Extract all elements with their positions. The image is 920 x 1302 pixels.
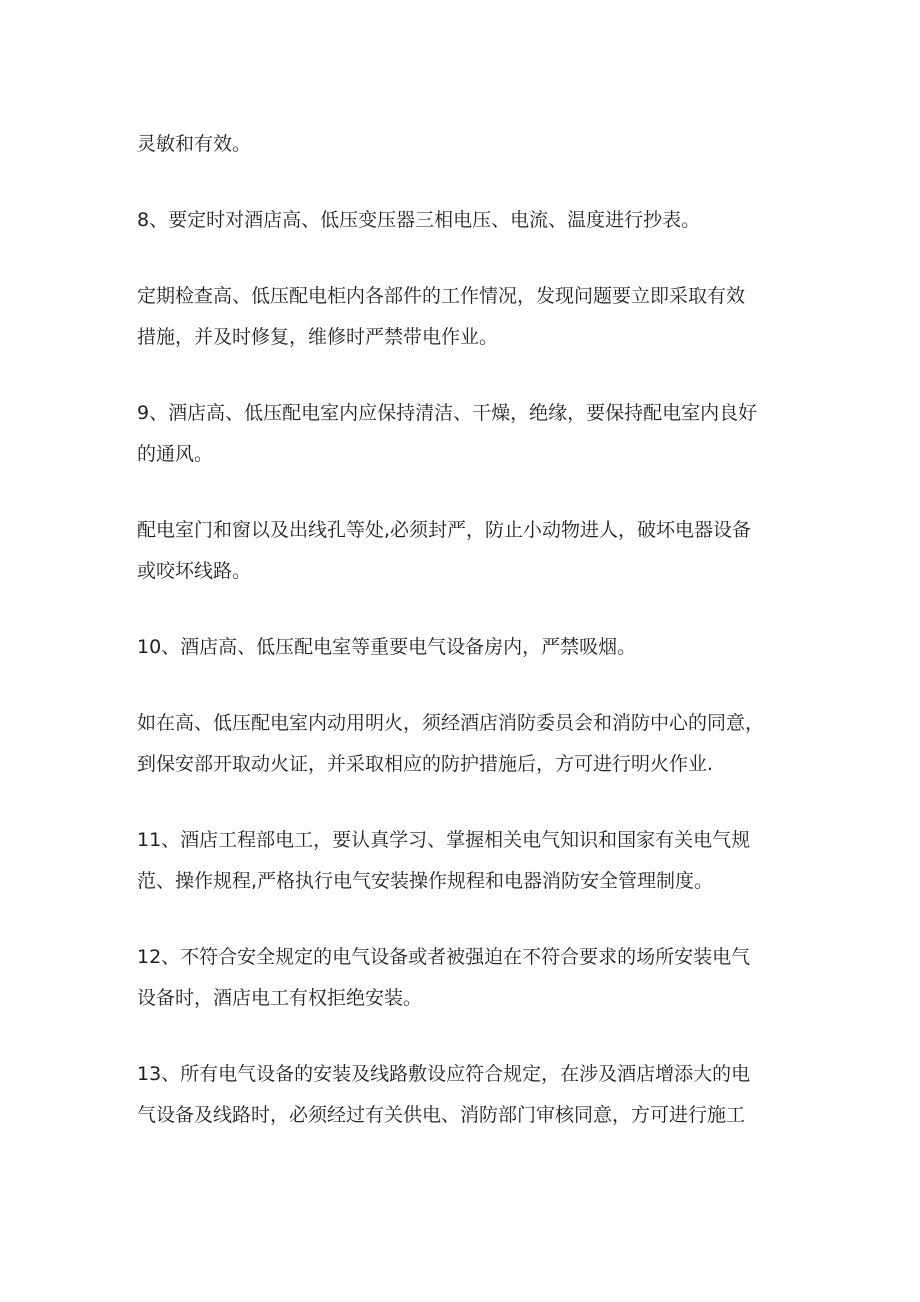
paragraph-5 (137, 510, 797, 592)
paragraph-line: 如在高、低压配电室内动用明火，须经酒店消防委员会和消防中心的同意， (137, 712, 765, 734)
document-body (137, 124, 797, 1136)
paragraph-gap (137, 785, 797, 820)
paragraph-gap (137, 1019, 797, 1054)
paragraph-line: 或咬坏线路。 (137, 560, 252, 582)
paragraph-line: 8、要定时对酒店高、低压变压器三相电压、电流、温度进行抄表。 (137, 209, 701, 231)
paragraph-gap (137, 358, 797, 393)
paragraph-gap (137, 668, 797, 703)
paragraph-2 (137, 200, 797, 241)
paragraph-gap (137, 475, 797, 510)
paragraph-gap (137, 902, 797, 937)
paragraph-9 (137, 937, 797, 1019)
paragraph-line: 13、所有电气设备的安装及线路敷设应符合规定，在涉及酒店增添大的电 (137, 1063, 751, 1085)
paragraph-line: 气设备及线路时，必须经过有关供电、消防部门审核同意，方可进行施工 (137, 1104, 746, 1126)
paragraph-gap (137, 165, 797, 200)
paragraph-7 (137, 703, 797, 785)
paragraph-line: 到保安部开取动火证，并采取相应的防护措施后，方可进行明火作业. (137, 753, 714, 775)
paragraph-4 (137, 393, 797, 475)
paragraph-line: 11、酒店工程部电工，要认真学习、掌握相关电气知识和国家有关电气规 (137, 829, 751, 851)
paragraph-gap (137, 241, 797, 276)
paragraph-line: 设备时，酒店电工有权拒绝安装。 (137, 987, 423, 1009)
paragraph-3 (137, 276, 797, 358)
paragraph-line: 的通风。 (137, 443, 214, 465)
paragraph-line: 措施，并及时修复，维修时严禁带电作业。 (137, 326, 499, 348)
paragraph-line: 12、不符合安全规定的电气设备或者被强迫在不符合要求的场所安装电气 (137, 946, 751, 968)
paragraph-line: 范、操作规程,严格执行电气安装操作规程和电器消防安全管理制度。 (137, 870, 714, 892)
paragraph-line: 灵敏和有效。 (137, 133, 252, 155)
paragraph-10 (137, 1054, 797, 1136)
paragraph-line: 10、酒店高、低压配电室等重要电气设备房内，严禁吸烟。 (137, 636, 637, 658)
paragraph-1 (137, 124, 797, 165)
paragraph-6 (137, 627, 797, 668)
paragraph-gap (137, 592, 797, 627)
paragraph-8 (137, 820, 797, 902)
paragraph-line: 定期检查高、低压配电柜内各部件的工作情况，发现问题要立即采取有效 (137, 285, 746, 307)
paragraph-line: 9、酒店高、低压配电室内应保持清洁、干燥，绝缘，要保持配电室内良好 (137, 402, 758, 424)
paragraph-line: 配电室门和窗以及出线孔等处,必须封严，防止小动物进人，破坏电器设备 (137, 519, 752, 541)
